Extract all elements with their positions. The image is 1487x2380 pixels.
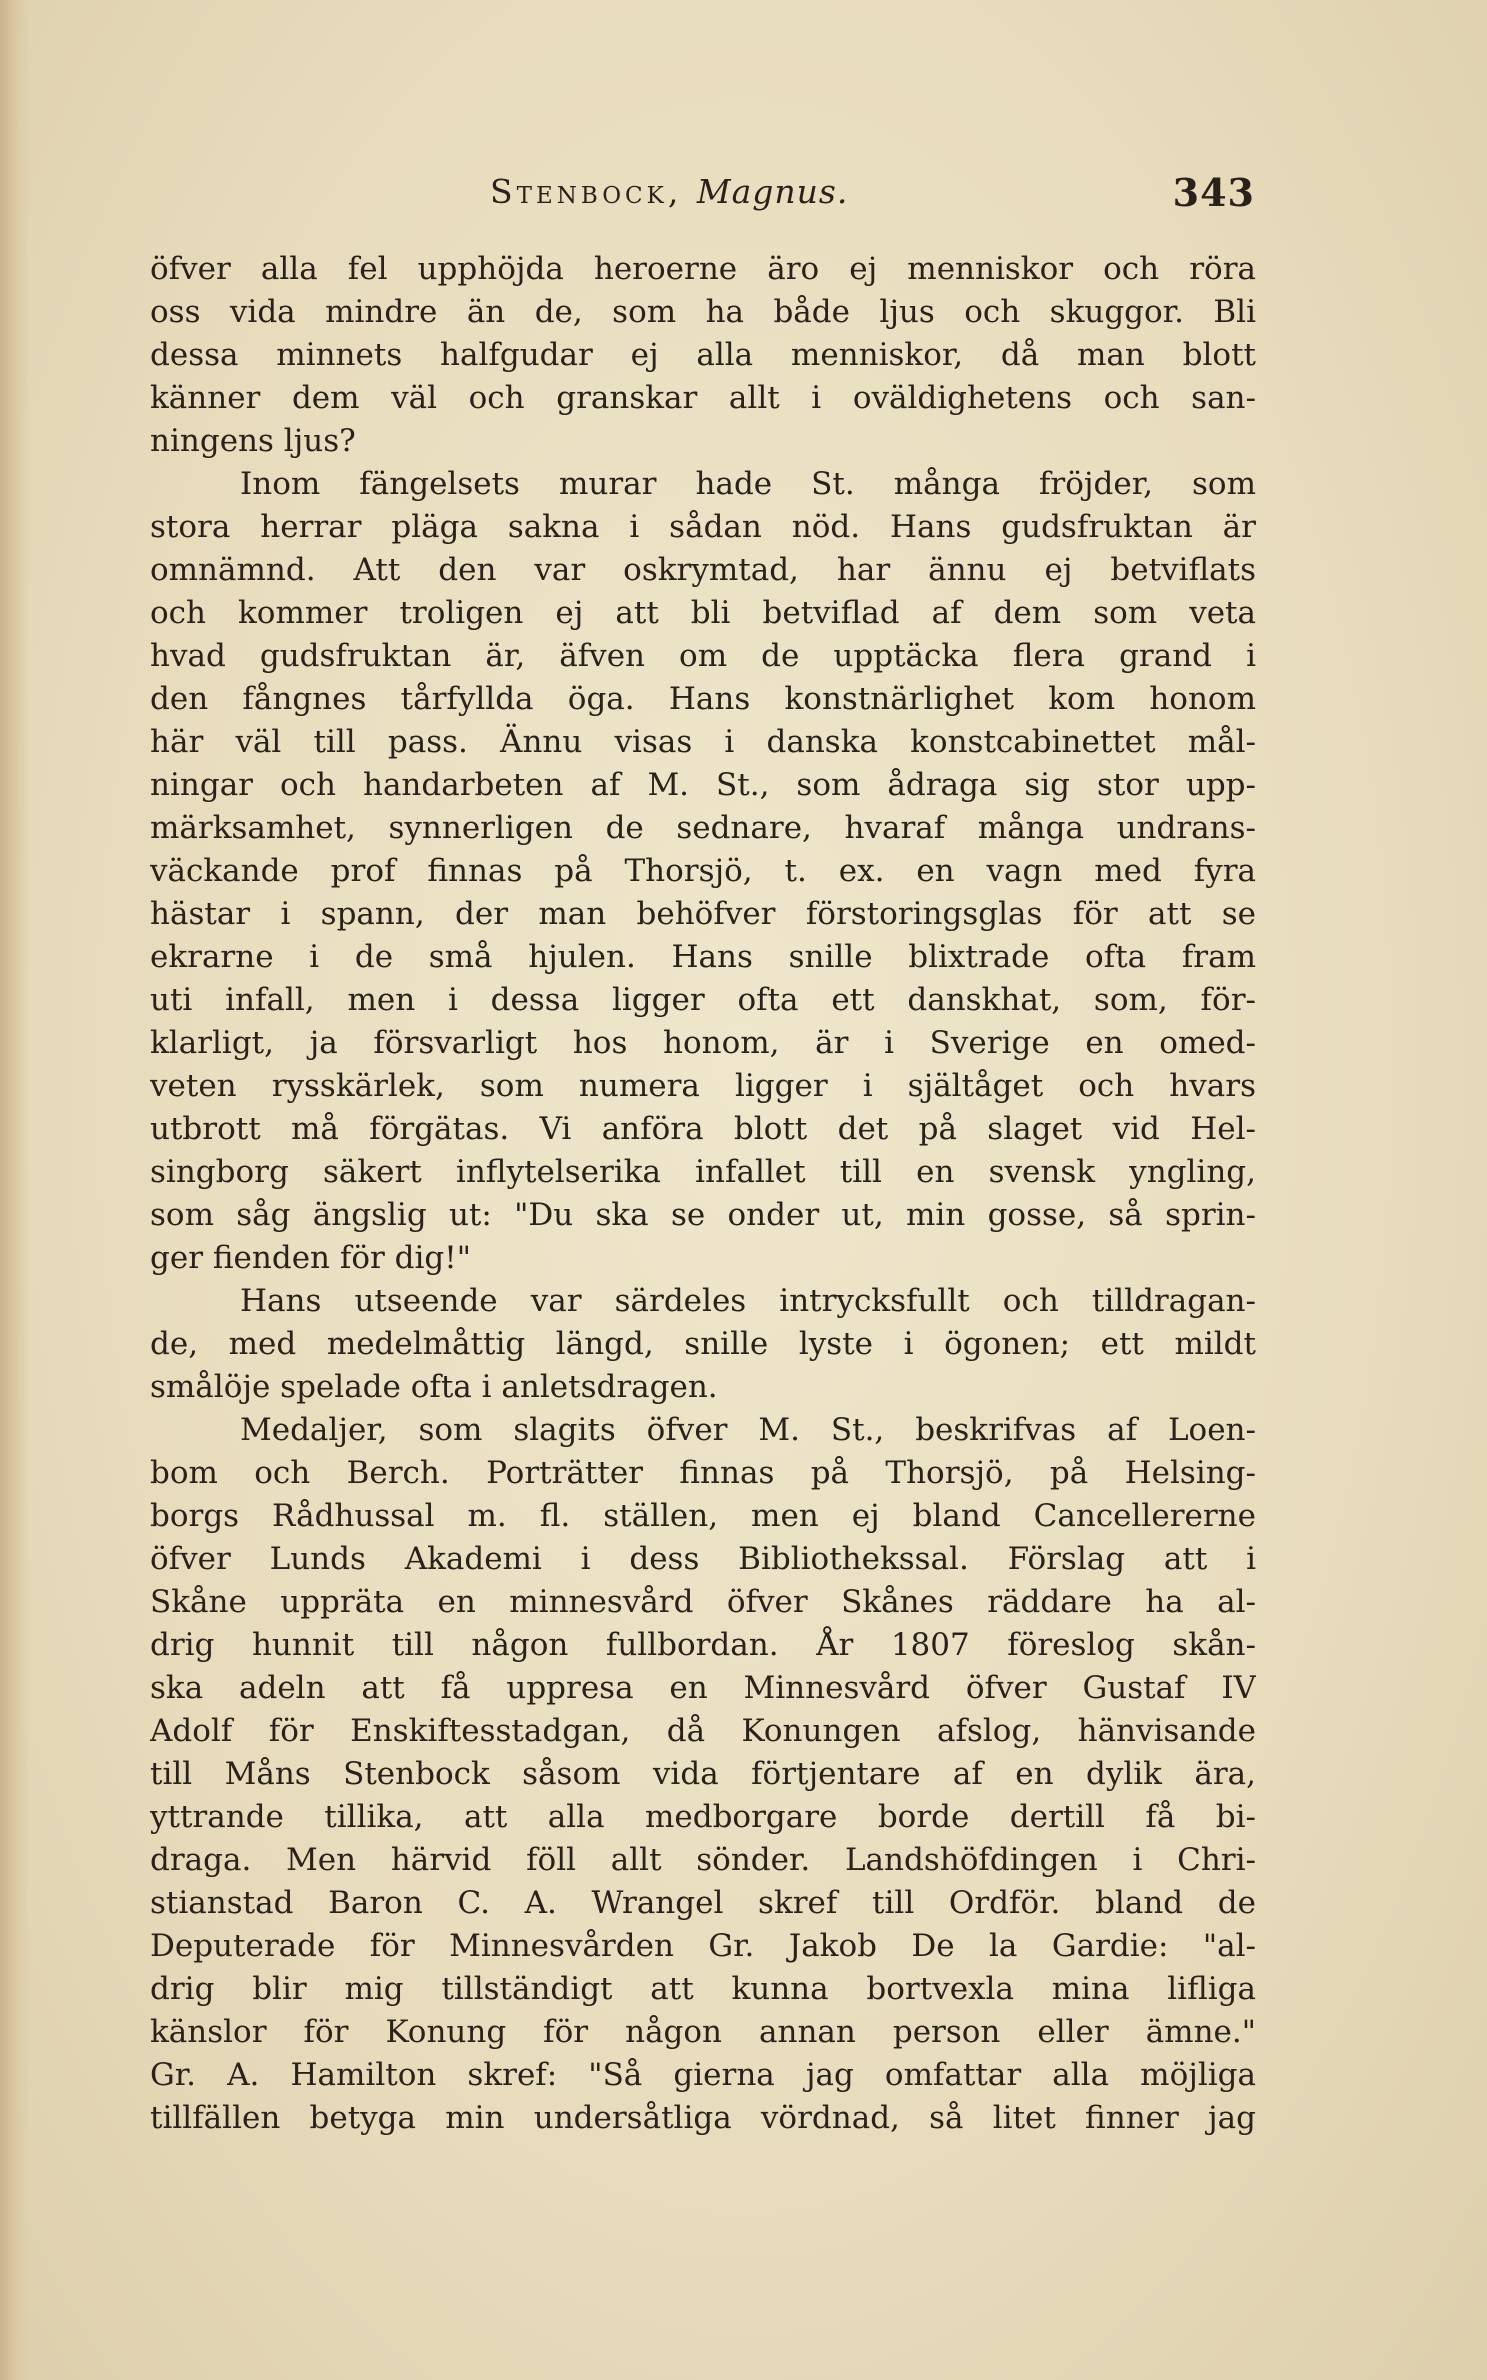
running-head-given-name: Magnus. bbox=[696, 172, 849, 211]
running-head-name: Stenbock, bbox=[490, 172, 683, 211]
text-line: här väl till pass. Ännu visas i danska konstcabinettet mål- bbox=[150, 724, 1256, 760]
text-line: smålöje spelade ofta i anletsdragen. bbox=[150, 1369, 718, 1405]
text-line: hvad gudsfruktan är, äfven om de upptäcka flera grand i bbox=[150, 638, 1256, 674]
text-line: känslor för Konung för någon annan person eller ämne." bbox=[150, 2014, 1256, 2050]
body-text bbox=[150, 248, 1256, 2140]
running-head bbox=[490, 172, 848, 211]
text-line: märksamhet, synnerligen de sednare, hvaraf många undrans- bbox=[150, 810, 1256, 846]
page-edge-shadow bbox=[0, 0, 30, 2380]
text-line: som såg ängslig ut: "Du ska se onder ut, min gosse, så sprin- bbox=[150, 1197, 1256, 1233]
text-line: Medaljer, som slagits öfver M. St., beskrifvas af Loen- bbox=[240, 1412, 1256, 1448]
text-line: Deputerade för Minnesvården Gr. Jakob De la Gardie: "al- bbox=[150, 1928, 1256, 1964]
page-number: 343 bbox=[1172, 170, 1255, 215]
text-line: klarligt, ja försvarligt hos honom, är i Sverige en omed- bbox=[150, 1025, 1256, 1061]
text-line: den fångnes tårfyllda öga. Hans konstnärlighet kom honom bbox=[150, 681, 1256, 717]
text-line: omnämnd. Att den var oskrymtad, har ännu ej betviflats bbox=[150, 552, 1256, 588]
text-line: ekrarne i de små hjulen. Hans snille blixtrade ofta fram bbox=[150, 939, 1256, 975]
text-line: stora herrar pläga sakna i sådan nöd. Hans gudsfruktan är bbox=[150, 509, 1256, 545]
text-line: bom och Berch. Porträtter finnas på Thorsjö, på Helsing- bbox=[150, 1455, 1256, 1491]
text-line: dessa minnets halfgudar ej alla menniskor, då man blott bbox=[150, 337, 1256, 373]
text-line: utbrott må förgätas. Vi anföra blott det på slaget vid Hel- bbox=[150, 1111, 1256, 1147]
text-line: väckande prof finnas på Thorsjö, t. ex. en vagn med fyra bbox=[150, 853, 1256, 889]
text-line: uti infall, men i dessa ligger ofta ett danskhat, som, för- bbox=[150, 982, 1256, 1018]
text-line: och kommer troligen ej att bli betviflad af dem som veta bbox=[150, 595, 1256, 631]
text-line: drig hunnit till någon fullbordan. År 1807 föreslog skån- bbox=[150, 1627, 1256, 1663]
text-line: Hans utseende var särdeles intrycksfullt och tilldragan- bbox=[240, 1283, 1256, 1319]
text-line: hästar i spann, der man behöfver förstoringsglas för att se bbox=[150, 896, 1256, 932]
text-line: ningens ljus? bbox=[150, 423, 356, 459]
text-line: öfver Lunds Akademi i dess Bibliothekssal. Förslag att i bbox=[150, 1541, 1256, 1577]
text-line: stianstad Baron C. A. Wrangel skref till Ordför. bland de bbox=[150, 1885, 1256, 1921]
text-line: oss vida mindre än de, som ha både ljus och skuggor. Bli bbox=[150, 294, 1256, 330]
text-line: borgs Rådhussal m. fl. ställen, men ej bland Cancellererne bbox=[150, 1498, 1256, 1534]
text-line: Gr. A. Hamilton skref: "Så gierna jag omfattar alla möjliga bbox=[150, 2057, 1256, 2093]
text-line: draga. Men härvid föll allt sönder. Landshöfdingen i Chri- bbox=[150, 1842, 1256, 1878]
text-line: singborg säkert inflytelserika infallet till en svensk yngling, bbox=[150, 1154, 1256, 1190]
text-line: Inom fängelsets murar hade St. många fröjder, som bbox=[240, 466, 1256, 502]
text-line: ger fienden för dig!" bbox=[150, 1240, 471, 1276]
text-line: de, med medelmåttig längd, snille lyste i ögonen; ett mildt bbox=[150, 1326, 1256, 1362]
text-line: öfver alla fel upphöjda heroerne äro ej menniskor och röra bbox=[150, 251, 1256, 287]
text-line: tillfällen betyga min undersåtliga vördnad, så litet finner jag bbox=[150, 2100, 1256, 2136]
text-line: veten rysskärlek, som numera ligger i själtåget och hvars bbox=[150, 1068, 1256, 1104]
text-line: ningar och handarbeten af M. St., som ådraga sig stor upp- bbox=[150, 767, 1256, 803]
text-line: Skåne uppräta en minnesvård öfver Skånes räddare ha al- bbox=[150, 1584, 1256, 1620]
text-line: yttrande tillika, att alla medborgare borde dertill få bi- bbox=[150, 1799, 1256, 1835]
text-line: ska adeln att få uppresa en Minnesvård öfver Gustaf IV bbox=[150, 1670, 1256, 1706]
text-line: till Måns Stenbock såsom vida förtjentare af en dylik ära, bbox=[150, 1756, 1256, 1792]
text-line: känner dem väl och granskar allt i oväldighetens och san- bbox=[150, 380, 1256, 416]
text-line: drig blir mig tillständigt att kunna bortvexla mina lifliga bbox=[150, 1971, 1256, 2007]
page-header bbox=[150, 172, 1255, 218]
text-line: Adolf för Enskiftesstadgan, då Konungen afslog, hänvisande bbox=[150, 1713, 1256, 1749]
